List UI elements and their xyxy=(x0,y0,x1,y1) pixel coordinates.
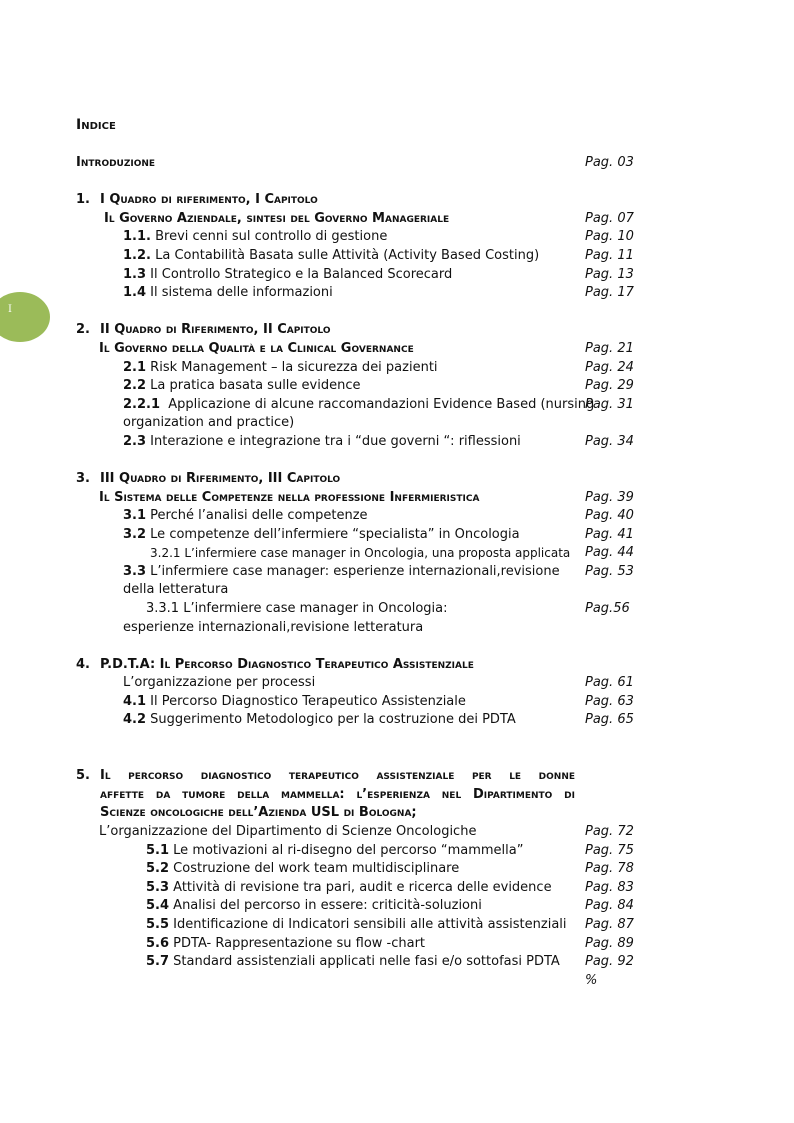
entry-text-continued: della letteratura xyxy=(123,582,229,597)
toc-entry-3-3-1[interactable]: 3.3.1 L’infermiere case manager in Oncologia: xyxy=(146,601,448,616)
entry-text-continued: organization and practice) xyxy=(123,415,295,430)
chapter-1-number: 1. xyxy=(76,192,90,207)
chapter-4-heading[interactable]: P.D.T.A: Il Percorso Diagnostico Terapeutico Assistenziale xyxy=(100,657,474,672)
chapter-2-subheading-page: Pag. 21 xyxy=(585,341,634,356)
chapter-3-subheading[interactable]: Il Sistema delle Competenze nella professione Infermieristica xyxy=(99,490,480,505)
entry-page: Pag. 63 xyxy=(585,694,634,709)
toc-entry-5-7[interactable] xyxy=(146,953,560,971)
page-marker-label: I xyxy=(8,304,12,315)
entry-page: Pag. 11 xyxy=(585,248,634,263)
toc-entry-5-4[interactable] xyxy=(146,897,482,915)
entry-text: Risk Management – la sicurezza dei pazienti xyxy=(150,360,438,375)
entry-page: Pag. 24 xyxy=(585,360,634,375)
entry-text-continued: esperienze internazionali,revisione letteratura xyxy=(123,620,424,635)
toc-entry-5-5[interactable] xyxy=(146,916,567,934)
entry-page: Pag. 40 xyxy=(585,508,634,523)
chapter-2-heading[interactable]: II Quadro di Riferimento, II Capitolo xyxy=(100,322,331,337)
entry-page: Pag. 87 xyxy=(585,917,634,932)
entry-page: Pag. 31 xyxy=(585,397,634,412)
entry-page: Pag. 75 xyxy=(585,843,634,858)
entry-number: 5.6 xyxy=(146,936,170,951)
entry-page: Pag. 17 xyxy=(585,285,634,300)
entry-page: Pag. 89 xyxy=(585,936,634,951)
entry-text: Interazione e integrazione tra i “due governi “: riflessioni xyxy=(150,434,521,449)
entry-text: Perché l’analisi delle competenze xyxy=(150,508,368,523)
entry-page: Pag. 78 xyxy=(585,861,634,876)
entry-text: Applicazione di alcune raccomandazioni Evidence Based (nursing xyxy=(168,397,595,412)
toc-entry-3-2[interactable] xyxy=(123,526,520,544)
entry-page: Pag. 65 xyxy=(585,712,634,727)
entry-number: 5.5 xyxy=(146,917,170,932)
entry-number: 2.2.1 xyxy=(123,397,161,412)
entry-number: 2.2 xyxy=(123,378,147,393)
chapter-2-number: 2. xyxy=(76,322,90,337)
entry-text: La pratica basata sulle evidence xyxy=(150,378,361,393)
entry-text: Le competenze dell’infermiere “specialista” in Oncologia xyxy=(150,527,520,542)
entry-page: Pag. 29 xyxy=(585,378,634,393)
entry-text: Il Percorso Diagnostico Terapeutico Assistenziale xyxy=(150,694,466,709)
entry-number: 5.1 xyxy=(146,843,170,858)
entry-number: 4.2 xyxy=(123,712,147,727)
chapter-2-subheading[interactable]: Il Governo della Qualità e la Clinical Governance xyxy=(99,341,414,356)
entry-page: Pag. 41 xyxy=(585,527,634,542)
entry-page-continued: % xyxy=(585,973,598,988)
entry-number: 5.3 xyxy=(146,880,170,895)
entry-text: Il Controllo Strategico e la Balanced Scorecard xyxy=(150,267,453,282)
chapter-3-heading[interactable]: III Quadro di Riferimento, III Capitolo xyxy=(100,471,341,486)
chapter-3-number: 3. xyxy=(76,471,90,486)
entry-text: Brevi cenni sul controllo di gestione xyxy=(155,229,388,244)
entry-page: Pag.56 xyxy=(585,601,630,616)
entry-text: Le motivazioni al ri-disegno del percorso “mammella” xyxy=(173,843,524,858)
toc-entry-3-3[interactable] xyxy=(123,563,560,581)
entry-number: 2.3 xyxy=(123,434,147,449)
toc-entry-3-1[interactable] xyxy=(123,507,368,525)
entry-page: Pag. 34 xyxy=(585,434,634,449)
toc-entry-1-2[interactable] xyxy=(123,247,539,265)
entry-page: Pag. 13 xyxy=(585,267,634,282)
entry-number: 1.4 xyxy=(123,285,147,300)
entry-text: Attività di revisione tra pari, audit e ricerca delle evidence xyxy=(173,880,552,895)
toc-entry-5-2[interactable] xyxy=(146,860,459,878)
toc-title: Indice xyxy=(76,117,116,133)
chapter-5-heading-line-2[interactable]: affette da tumore della mammella: l’esperienza nel Dipartimento di xyxy=(100,787,575,802)
entry-text: Identificazione di Indicatori sensibili alle attività assistenziali xyxy=(173,917,567,932)
entry-number: 3.2 xyxy=(123,527,147,542)
entry-page: Pag. 84 xyxy=(585,898,634,913)
entry-text: Il sistema delle informazioni xyxy=(150,285,333,300)
toc-entry-4-1[interactable] xyxy=(123,693,466,711)
entry-text: Analisi del percorso in essere: criticità-soluzioni xyxy=(173,898,482,913)
entry-text: PDTA- Rappresentazione su flow -chart xyxy=(173,936,426,951)
entry-number: 1.2. xyxy=(123,248,151,263)
entry-page: Pag. 10 xyxy=(585,229,634,244)
entry-number: 5.4 xyxy=(146,898,170,913)
entry-number: 5.7 xyxy=(146,954,170,969)
entry-number: 4.1 xyxy=(123,694,147,709)
chapter-1-subheading[interactable]: Il Governo Aziendale, sintesi del Governo Manageriale xyxy=(104,211,450,226)
toc-entry-5-1[interactable] xyxy=(146,842,523,860)
chapter-5-heading-line-1[interactable]: Il percorso diagnostico terapeutico assistenziale per le donne xyxy=(100,768,576,783)
toc-entry-1-4[interactable] xyxy=(123,284,333,302)
entry-page: Pag. 44 xyxy=(585,545,634,560)
chapter-5-number: 5. xyxy=(76,768,90,783)
entry-number: 1.3 xyxy=(123,267,147,282)
entry-text: Standard assistenziali applicati nelle fasi e/o sottofasi PDTA xyxy=(173,954,560,969)
toc-entry-1-3[interactable] xyxy=(123,266,452,284)
toc-entry-5-3[interactable] xyxy=(146,879,552,897)
toc-entry-2-3[interactable] xyxy=(123,433,521,451)
chapter-5-subheading[interactable]: L’organizzazione del Dipartimento di Scienze Oncologiche xyxy=(99,824,477,839)
toc-entry-2-1[interactable] xyxy=(123,359,438,377)
chapter-5-subheading-page: Pag. 72 xyxy=(585,824,634,839)
entry-number: 2.1 xyxy=(123,360,147,375)
intro-page: Pag. 03 xyxy=(585,155,634,170)
entry-page: Pag. 92 xyxy=(585,954,634,969)
entry-page: Pag. 53 xyxy=(585,564,634,579)
entry-page: Pag. 83 xyxy=(585,880,634,895)
entry-number: 3.1 xyxy=(123,508,147,523)
toc-entry-4-0[interactable]: L’organizzazione per processi xyxy=(123,675,316,690)
entry-number: 1.1. xyxy=(123,229,151,244)
toc-entry-2-2-1[interactable] xyxy=(123,396,594,414)
toc-entry-4-2[interactable] xyxy=(123,711,516,729)
chapter-3-subheading-page: Pag. 39 xyxy=(585,490,634,505)
toc-entry-2-2[interactable] xyxy=(123,377,361,395)
entry-text: La Contabilità Basata sulle Attività (Activity Based Costing) xyxy=(155,248,540,263)
toc-entry-1-1[interactable] xyxy=(123,228,387,246)
entry-page: Pag. 61 xyxy=(585,675,634,690)
chapter-4-number: 4. xyxy=(76,657,90,672)
entry-text: Costruzione del work team multidisciplinare xyxy=(173,861,460,876)
entry-number: 3.3 xyxy=(123,564,147,579)
chapter-1-heading[interactable]: I Quadro di riferimento, I Capitolo xyxy=(100,192,318,207)
intro-label[interactable]: Introduzione xyxy=(76,155,156,170)
page-marker xyxy=(0,292,50,342)
entry-text: L’infermiere case manager: esperienze internazionali,revisione xyxy=(150,564,560,579)
entry-number: 5.2 xyxy=(146,861,170,876)
chapter-1-subheading-page: Pag. 07 xyxy=(585,211,634,226)
toc-entry-3-2-1[interactable]: 3.2.1 L’infermiere case manager in Oncologia, una proposta applicata xyxy=(150,546,571,560)
toc-entry-5-6[interactable] xyxy=(146,935,425,953)
entry-text: Suggerimento Metodologico per la costruzione dei PDTA xyxy=(150,712,516,727)
chapter-5-heading-line-3[interactable]: Scienze oncologiche dell’Azienda USL di Bologna; xyxy=(100,805,417,820)
